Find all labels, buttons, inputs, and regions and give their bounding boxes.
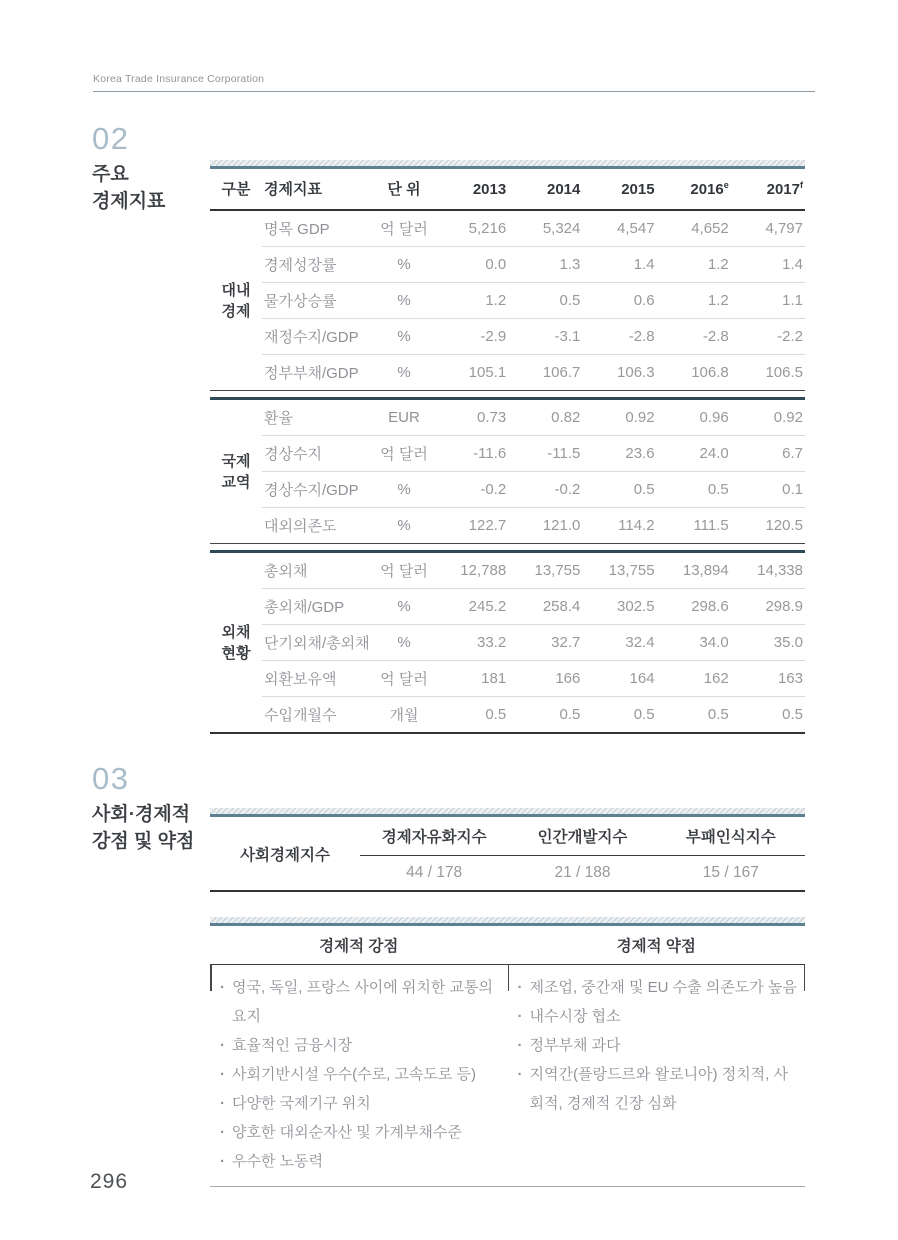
value-cell: -11.6	[434, 436, 508, 472]
hatch-band	[210, 917, 805, 926]
unit-cell: %	[374, 355, 434, 391]
value-cell: -11.5	[508, 436, 582, 472]
indicator-cell: 단기외채/총외채	[262, 625, 374, 661]
value-cell: -2.8	[657, 319, 731, 355]
section-title	[92, 801, 222, 855]
index-row-header: 사회경제지수	[240, 846, 330, 864]
value-cell: 163	[731, 661, 805, 697]
group-label: 외채 현황	[221, 623, 251, 662]
strength-item: · 사회기반시설 우수(수로, 고속도로 등)	[220, 1060, 500, 1089]
strength-item: · 양호한 대외순자산 및 가계부채수준	[220, 1118, 500, 1147]
index-col-header: 경제자유화지수	[360, 817, 508, 856]
strength-item: · 우수한 노동력	[220, 1147, 500, 1176]
value-cell: 106.7	[508, 355, 582, 391]
index-value: 44 / 178	[406, 864, 463, 881]
indicator-cell: 재정수지/GDP	[262, 319, 374, 355]
section-title-line: 주요	[92, 164, 129, 185]
section-title-line: 사회·경제적	[92, 804, 191, 825]
value-cell: 106.5	[731, 355, 805, 391]
table-row	[210, 319, 805, 355]
group-label: 대내 경제	[221, 281, 251, 320]
column-tick	[210, 965, 212, 991]
unit-cell: %	[374, 283, 434, 319]
unit-cell: 억 달러	[374, 436, 434, 472]
indicator-cell: 경상수지	[262, 436, 374, 472]
value-cell: 0.1	[731, 472, 805, 508]
value-cell: 0.92	[625, 409, 655, 426]
group-label: 국제 교역	[221, 452, 251, 491]
value-cell: 4,797	[765, 220, 803, 237]
indicator-cell: 환율	[264, 410, 293, 427]
value-cell: 106.3	[582, 355, 656, 391]
strengths-list	[210, 965, 508, 1186]
index-header-row	[210, 817, 805, 856]
section-title-line: 경제지표	[92, 191, 166, 212]
strength-item: · 효율적인 금융시장	[220, 1031, 500, 1060]
value-cell: 0.5	[582, 472, 656, 508]
section-number: 03	[92, 761, 130, 796]
indicator-cell: 외환보유액	[262, 661, 374, 697]
table-header-row	[210, 169, 805, 210]
value-cell: 5,216	[468, 220, 507, 237]
unit-cell: %	[374, 319, 434, 355]
table-row	[210, 697, 805, 734]
value-cell: 0.5	[508, 697, 582, 734]
value-cell: 181	[434, 661, 508, 697]
value-cell: 1.1	[731, 283, 805, 319]
table-row	[210, 661, 805, 697]
indicator-cell: 총외채/GDP	[262, 589, 374, 625]
column-tick	[508, 965, 510, 991]
table-row	[210, 247, 805, 283]
value-cell: 1.2	[657, 247, 731, 283]
value-cell: 162	[657, 661, 731, 697]
unit-cell: 억 달러	[374, 661, 434, 697]
indicator-cell: 대외의존도	[262, 508, 374, 544]
section-title	[92, 161, 212, 215]
weaknesses-list	[508, 965, 806, 1186]
value-cell: 245.2	[434, 589, 508, 625]
value-cell: -2.9	[434, 319, 508, 355]
value-cell: 23.6	[582, 436, 656, 472]
group-separator	[210, 391, 805, 399]
weaknesses-header: 경제적 약점	[616, 938, 696, 955]
table-row	[210, 210, 805, 247]
value-cell: 106.8	[657, 355, 731, 391]
column-tick	[804, 965, 806, 991]
weakness-item: · 정부부채 과다	[518, 1031, 798, 1060]
header-rule	[93, 91, 815, 92]
swot-section	[210, 917, 805, 1187]
unit-cell: 개월	[374, 697, 434, 734]
value-cell: 166	[508, 661, 582, 697]
value-cell: 12,788	[460, 562, 507, 579]
value-cell: 114.2	[582, 508, 656, 544]
section-number: 02	[92, 121, 130, 156]
value-cell: 32.4	[582, 625, 656, 661]
value-cell: 5,324	[542, 220, 581, 237]
page-header-brand: Korea Trade Insurance Corporation	[93, 73, 265, 85]
col-header-year-2015: 2015	[582, 169, 656, 210]
table-row	[210, 436, 805, 472]
value-cell: 105.1	[434, 355, 508, 391]
value-cell: 13,755	[534, 562, 581, 579]
value-cell: 14,338	[757, 562, 803, 579]
value-cell: 0.92	[773, 409, 803, 426]
economic-indicators-table	[210, 169, 805, 734]
swot-body	[210, 965, 805, 1187]
group-separator	[210, 544, 805, 552]
col-header-unit: 단 위	[374, 169, 434, 210]
col-header-year-2017: 2017$^f$	[731, 169, 805, 210]
section-03-heading	[92, 762, 222, 855]
group-domestic-economy	[210, 210, 805, 391]
value-cell: 1.3	[508, 247, 582, 283]
value-cell: 0.5	[582, 697, 656, 734]
col-header-gubun: 구분	[210, 169, 262, 210]
value-cell: 298.6	[657, 589, 731, 625]
table-row	[210, 625, 805, 661]
social-index-section	[210, 808, 805, 892]
value-cell: 6.7	[731, 436, 805, 472]
section-title-line: 강점 및 약점	[92, 831, 195, 852]
indicator-cell: 수입개월수	[262, 697, 374, 734]
value-cell: 0.73	[476, 409, 507, 426]
value-cell: 1.4	[582, 247, 656, 283]
section-02-heading	[92, 122, 212, 215]
value-cell: 1.2	[657, 283, 731, 319]
value-cell: 0.82	[551, 409, 581, 426]
value-cell: 13,894	[682, 562, 729, 579]
unit-cell: %	[374, 508, 434, 544]
value-cell: 120.5	[731, 508, 805, 544]
value-cell: 32.7	[508, 625, 582, 661]
table-row	[210, 355, 805, 391]
strength-item: · 영국, 독일, 프랑스 사이에 위치한 교통의 요지	[220, 973, 500, 1031]
table-row	[210, 283, 805, 319]
value-cell: 0.0	[434, 247, 508, 283]
economic-indicators-section	[210, 160, 805, 734]
value-cell: -2.8	[582, 319, 656, 355]
group-international-trade	[210, 399, 805, 544]
unit-cell: %	[374, 247, 434, 283]
group-external-debt	[210, 552, 805, 734]
value-cell: 13,755	[608, 562, 655, 579]
weakness-item: · 내수시장 협소	[518, 1002, 798, 1031]
value-cell: 164	[582, 661, 656, 697]
value-cell: 0.5	[434, 697, 508, 734]
index-col-header: 부패인식지수	[657, 817, 805, 856]
weakness-item: · 지역간(플랑드르와 왈로니아) 정치적, 사회적, 경제적 긴장 심화	[518, 1060, 798, 1118]
table-row	[210, 552, 805, 589]
indicator-cell: 경상수지/GDP	[262, 472, 374, 508]
table-row	[210, 508, 805, 544]
value-cell: 34.0	[657, 625, 731, 661]
social-index-table	[210, 817, 805, 892]
hatch-band	[210, 808, 805, 817]
value-cell: 35.0	[731, 625, 805, 661]
value-cell: -0.2	[434, 472, 508, 508]
value-cell: 1.2	[434, 283, 508, 319]
value-cell: 24.0	[657, 436, 731, 472]
value-cell: 0.6	[582, 283, 656, 319]
table-row	[210, 472, 805, 508]
value-cell: 1.4	[731, 247, 805, 283]
value-cell: 4,652	[691, 220, 729, 237]
value-cell: 0.5	[657, 472, 731, 508]
page-number: 296	[90, 1170, 129, 1193]
col-header-year-2014: 2014	[508, 169, 582, 210]
col-header-year-2013: 2013	[434, 169, 508, 210]
hatch-band	[210, 160, 805, 169]
value-cell: -3.1	[508, 319, 582, 355]
index-value: 21 / 188	[554, 864, 611, 881]
unit-cell: 억 달러	[380, 563, 428, 580]
value-cell: 258.4	[508, 589, 582, 625]
value-cell: 111.5	[657, 508, 731, 544]
value-cell: 33.2	[434, 625, 508, 661]
value-cell: 0.5	[731, 697, 805, 734]
value-cell: 0.5	[508, 283, 582, 319]
value-cell: 4,547	[617, 220, 655, 237]
col-header-year-2016: 2016e	[657, 169, 731, 210]
value-cell: 0.96	[699, 409, 729, 426]
table-row	[210, 589, 805, 625]
index-col-header: 인간개발지수	[508, 817, 656, 856]
strength-item: · 다양한 국제기구 위치	[220, 1089, 500, 1118]
strengths-header: 경제적 강점	[319, 938, 399, 955]
indicator-cell: 명목 GDP	[264, 221, 330, 238]
unit-cell: %	[374, 625, 434, 661]
indicator-cell: 정부부채/GDP	[262, 355, 374, 391]
unit-cell: %	[374, 472, 434, 508]
value-cell: 122.7	[434, 508, 508, 544]
indicator-cell: 경제성장률	[262, 247, 374, 283]
unit-cell: EUR	[388, 409, 420, 426]
unit-cell: %	[374, 589, 434, 625]
unit-cell: 억 달러	[380, 221, 428, 238]
index-value: 15 / 167	[702, 864, 759, 881]
value-cell: -2.2	[731, 319, 805, 355]
indicator-cell: 총외채	[264, 563, 308, 580]
value-cell: -0.2	[508, 472, 582, 508]
indicator-cell: 물가상승률	[262, 283, 374, 319]
value-cell: 0.5	[657, 697, 731, 734]
value-cell: 121.0	[508, 508, 582, 544]
table-row	[210, 399, 805, 436]
value-cell: 302.5	[582, 589, 656, 625]
swot-header-row	[210, 926, 805, 965]
weakness-item: · 제조업, 중간재 및 EU 수출 의존도가 높음	[518, 973, 798, 1002]
col-header-indicator: 경제지표	[262, 169, 374, 210]
value-cell: 298.9	[731, 589, 805, 625]
